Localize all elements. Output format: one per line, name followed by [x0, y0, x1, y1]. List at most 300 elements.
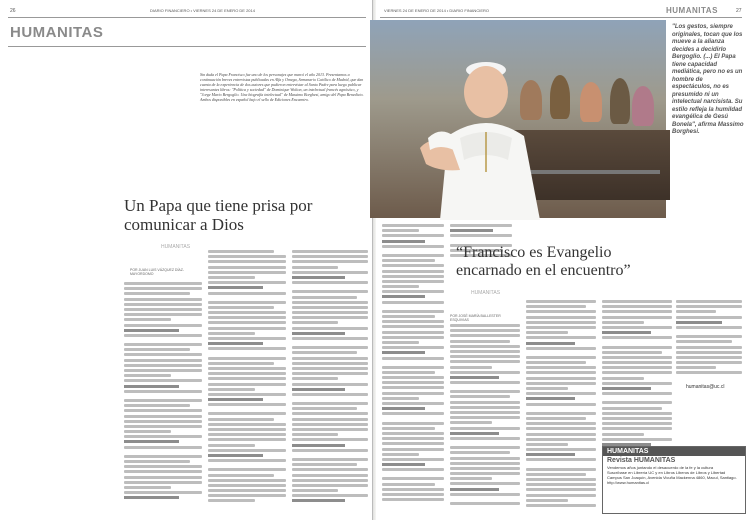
body-text-line: [124, 425, 202, 428]
body-text-line: [526, 305, 586, 308]
body-text-line: [450, 421, 492, 424]
body-text-line: [676, 335, 742, 338]
body-text-line: [602, 371, 672, 374]
body-text-line: [676, 305, 742, 308]
intro-text: Sin duda el Papa Francisco fue uno de los personajes que marcó el año 2013. Presentamos a continuación breves entrevistas publicadas en Alfa y Omega, Semanario Católico de Madrid, que dan cuenta de la experiencia de dos autores que pudieron entrevistar al Santo Padre para luego publicar interesantes libros: "Política y sociedad" de Dominique Wolton, un intelectual francés agnóstico, y "Jorge Mario Bergoglio. Una biografía intelectual" de Massimo Borghesi, amigo del Papa Benedicto. Ambos disponibles en español bajo el sello de Ediciones Encuentro.: [200, 72, 364, 102]
right-header-meta: VIERNES 24 DE ENERO DE 2014 • DIARIO FINANCIERO: [384, 8, 489, 13]
body-text-line: [292, 428, 368, 431]
body-text-line: [208, 428, 286, 431]
body-text-line: [292, 316, 368, 319]
body-text-line: [208, 423, 286, 426]
body-text-line: [208, 459, 286, 462]
body-text-line: [124, 329, 179, 332]
body-text-line: [450, 416, 520, 419]
body-text-line: [382, 357, 444, 360]
body-text-line: [382, 320, 444, 323]
body-text-line: [208, 353, 286, 357]
body-text-line: [382, 437, 444, 440]
body-text-line: [292, 311, 368, 314]
body-text-line: [292, 306, 368, 309]
body-text-line: [450, 411, 520, 414]
body-text-line: [292, 327, 368, 330]
body-text-line: [208, 292, 286, 295]
body-text-line: [450, 240, 512, 244]
left-page: [0, 0, 373, 520]
body-text-line: [208, 383, 286, 386]
body-text-line: [450, 334, 520, 337]
body-text-line: [382, 275, 444, 278]
body-text-line: [382, 336, 444, 339]
body-text-line: [292, 499, 345, 502]
body-text-line: [208, 388, 255, 391]
body-text-line: [292, 321, 338, 324]
body-text-line: [292, 484, 368, 487]
body-text-line: [450, 350, 520, 353]
body-text-line: [450, 446, 520, 449]
body-text-line: [124, 415, 202, 418]
body-text-line: [208, 342, 263, 345]
body-text-line: [450, 360, 520, 363]
body-text-line: [208, 474, 274, 477]
body-text-line: [526, 494, 596, 497]
body-text-line: [382, 442, 444, 445]
body-text-line: [124, 404, 190, 407]
body-text-line: [526, 412, 596, 415]
body-text-line: [292, 449, 368, 452]
right-magazine-mark: HUMANITAS: [470, 290, 501, 296]
body-text-line: [208, 321, 286, 324]
body-text-line: [124, 353, 202, 356]
body-text-line: [292, 337, 368, 340]
body-text-line: [208, 362, 274, 365]
body-text-line: [450, 462, 520, 465]
body-text-line: [526, 417, 586, 420]
body-text-line: [450, 406, 520, 409]
body-text-line: [208, 301, 286, 304]
body-text-line: [602, 438, 672, 441]
body-text-line: [526, 473, 586, 476]
body-text-line: [124, 334, 202, 337]
body-text-line: [292, 407, 357, 410]
body-text-line: [526, 326, 596, 329]
body-text-line: [526, 499, 568, 502]
body-text-line: [292, 377, 338, 380]
body-text-line: [382, 418, 444, 422]
body-text-line: [382, 483, 435, 486]
left-headline: Un Papa que tiene prisa por comunicar a Dios: [124, 196, 313, 234]
body-text-line: [676, 346, 742, 349]
body-text-line: [450, 502, 520, 505]
body-text-line: [526, 422, 596, 425]
body-text-line: [602, 300, 672, 303]
body-text-line: [292, 290, 368, 293]
body-text-line: [526, 336, 596, 339]
body-text-line: [208, 260, 286, 263]
body-text-line: [676, 300, 742, 303]
body-text-line: [382, 240, 425, 243]
body-text-line: [124, 298, 202, 301]
body-text-line: [450, 427, 520, 430]
body-text-line: [382, 366, 444, 369]
body-text-line: [382, 463, 425, 466]
body-text-line: [292, 346, 368, 349]
body-text-line: [450, 437, 520, 440]
body-text-line: [450, 488, 499, 491]
body-text-line: [292, 383, 368, 386]
body-text-line: [526, 310, 596, 313]
body-text-line: [292, 402, 368, 405]
body-text-line: [382, 468, 444, 471]
body-text-line: [124, 409, 202, 412]
body-text-line: [382, 290, 444, 293]
body-text-line: [450, 371, 520, 374]
body-text-line: [382, 341, 419, 344]
body-text-line: [676, 371, 742, 374]
body-text-line: [124, 313, 202, 316]
body-text-line: [124, 435, 202, 438]
body-text-line: [602, 326, 672, 329]
body-text-line: [602, 331, 651, 334]
body-text-line: [292, 301, 368, 304]
body-text-line: [382, 488, 444, 491]
body-text-line: [292, 433, 338, 436]
body-text-line: [208, 377, 286, 380]
body-text-line: [208, 468, 286, 471]
body-text-line: [382, 432, 444, 435]
body-text-line: [526, 377, 596, 380]
body-text-line: [602, 361, 672, 364]
body-text-line: [124, 308, 202, 311]
body-text-line: [526, 427, 596, 430]
body-text-line: [292, 296, 357, 299]
ad-line-2: Suscríbase en Librería UC y en Libros Liberos de Libros y Libertad: [607, 470, 726, 475]
body-text-line: [602, 336, 672, 339]
body-text-line: [208, 489, 286, 492]
body-text-line: [208, 393, 286, 396]
body-text-line: [602, 427, 672, 430]
body-text-line: [292, 250, 368, 253]
ad-subtitle: Revista HUMANITAS: [607, 457, 676, 464]
body-text-line: [124, 282, 202, 285]
body-text-line: [292, 494, 368, 497]
body-text-line: [208, 499, 255, 502]
body-text-line: [382, 427, 435, 430]
body-text-line: [382, 422, 444, 425]
body-text-line: [676, 321, 722, 324]
body-text-line: [292, 458, 368, 461]
right-body-column-5: [676, 300, 742, 380]
body-text-line: [382, 245, 444, 248]
body-text-line: [450, 493, 520, 496]
left-body-column-2: [208, 250, 286, 510]
body-text-line: [208, 449, 286, 452]
body-text-line: [124, 465, 202, 468]
body-text-line: [450, 482, 520, 485]
body-text-line: [292, 362, 368, 365]
body-text-line: [602, 407, 662, 410]
body-text-line: [526, 347, 596, 350]
pullquote: "Los gestos, siempre originales, tocan que los mueve a la alianza decides a decidirlo Bergoglio. (...) El Papa tiene capacidad mediática, pero no es un hombre de espectáculos, no es presumido ni un intelectual narcisista. Su estilo refleja la humildad evangélica de Gesú Bonela", afirma Massimo Borghesi.: [672, 24, 744, 135]
body-text-line: [450, 376, 499, 379]
body-text-line: [382, 270, 444, 273]
humanitas-ad-box: [602, 446, 746, 514]
body-text-line: [124, 390, 202, 393]
body-text-line: [382, 264, 444, 267]
body-text-line: [526, 361, 586, 364]
body-text-line: [450, 234, 512, 237]
body-text-line: [602, 377, 644, 380]
body-text-line: [602, 387, 651, 390]
body-text-line: [526, 453, 575, 456]
left-header-rule: [8, 17, 366, 18]
body-text-line: [526, 458, 596, 461]
left-page-number: 26: [10, 8, 16, 14]
body-text-line: [382, 477, 444, 480]
body-text-line: [208, 479, 286, 482]
body-text-line: [450, 366, 492, 369]
body-text-line: [526, 300, 596, 303]
body-text-line: [450, 329, 520, 332]
body-text-line: [124, 324, 202, 327]
body-text-line: [526, 371, 596, 374]
body-text-line: [208, 281, 286, 284]
body-text-line: [526, 488, 596, 491]
crowd-figure: [610, 78, 630, 124]
body-text-line: [526, 468, 596, 471]
body-text-line: [450, 395, 510, 398]
body-text-line: [526, 382, 596, 385]
body-text-line: [382, 407, 425, 410]
body-text-line: [292, 351, 357, 354]
body-text-line: [526, 316, 596, 319]
body-text-line: [208, 398, 263, 401]
body-text-line: [124, 364, 202, 367]
body-text-line: [450, 467, 520, 470]
body-text-line: [124, 420, 202, 423]
pope-figure: [400, 40, 550, 220]
body-text-line: [450, 451, 510, 454]
body-text-line: [124, 440, 179, 443]
body-text-line: [526, 478, 596, 481]
body-text-line: [382, 224, 444, 227]
body-text-line: [676, 366, 716, 369]
body-text-line: [124, 369, 202, 372]
body-text-line: [382, 315, 435, 318]
body-text-line: [382, 412, 444, 415]
body-text-line: [292, 332, 345, 335]
body-text-line: [526, 438, 596, 441]
right-byline: POR JOSÉ MARÍA BALLESTER ESQUIVIAS: [450, 314, 501, 322]
body-text-line: [208, 266, 286, 269]
body-text-line: [450, 324, 520, 327]
body-text-line: [124, 292, 190, 295]
crowd-figure: [550, 75, 570, 119]
body-text-line: [382, 346, 444, 349]
body-text-line: [676, 326, 742, 329]
body-text-line: [208, 403, 286, 406]
body-text-line: [382, 386, 444, 389]
body-text-line: [526, 387, 568, 390]
body-text-line: [450, 229, 493, 232]
body-text-line: [208, 271, 286, 274]
body-text-line: [382, 259, 435, 262]
body-text-line: [450, 381, 520, 384]
body-text-line: [450, 472, 520, 475]
body-text-line: [526, 443, 568, 446]
right-body-column-3: [526, 300, 596, 514]
body-text-line: [526, 448, 596, 451]
body-text-line: [382, 301, 444, 304]
body-text-line: [676, 356, 742, 359]
body-text-line: [208, 484, 286, 487]
body-text-line: [602, 316, 672, 319]
body-text-line: [382, 234, 444, 237]
body-text-line: [208, 250, 274, 253]
body-text-line: [292, 388, 345, 391]
body-text-line: [124, 455, 202, 458]
left-header-meta: DIARIO FINANCIERO • VIERNES 24 DE ENERO DE 2014: [150, 8, 255, 13]
body-text-line: [292, 444, 345, 447]
body-text-line: [208, 276, 255, 279]
body-text-line: [382, 351, 425, 354]
body-text-line: [208, 367, 286, 370]
body-text-line: [382, 392, 444, 395]
body-text-line: [208, 337, 286, 340]
body-text-line: [292, 474, 368, 477]
body-text-line: [382, 325, 444, 328]
body-text-line: [208, 438, 286, 441]
body-text-line: [292, 276, 345, 279]
body-text-line: [450, 477, 492, 480]
body-text-line: [382, 493, 444, 496]
body-text-line: [450, 432, 499, 435]
body-text-line: [602, 392, 672, 395]
body-text-line: [526, 331, 568, 334]
body-text-line: [292, 468, 368, 471]
body-text-line: [382, 310, 444, 313]
right-headline: “Francisco es Evangelio encarnado en el encuentro”: [456, 244, 631, 279]
body-text-line: [450, 457, 520, 460]
body-text-line: [292, 423, 368, 426]
body-text-line: [382, 229, 419, 232]
ad-link[interactable]: http://www.humanitas.cl: [607, 480, 650, 485]
body-text-line: [382, 397, 419, 400]
body-text-line: [124, 486, 171, 489]
body-text-line: [208, 316, 286, 319]
body-text-line: [382, 402, 444, 405]
body-text-line: [292, 260, 368, 263]
body-text-line: [382, 295, 425, 298]
body-text-line: [676, 310, 716, 313]
right-header-rule: [380, 17, 742, 18]
body-text-line: [526, 321, 596, 324]
ad-line-3: Campus San Joaquín, Avenida Vicuña Mackenna 4860, Macul, Santiago.: [607, 475, 737, 480]
body-text-line: [292, 463, 357, 466]
ad-line-1: Vendemos años juntando el desacuerdo de la fe y la cultura: [607, 465, 714, 470]
body-text-line: [124, 476, 202, 479]
body-text-line: [292, 266, 338, 269]
right-body-column-1: [382, 224, 444, 514]
body-text-line: [124, 496, 179, 499]
body-text-line: [292, 412, 368, 415]
body-text-line: [292, 418, 368, 421]
body-text-line: [602, 346, 672, 349]
body-text-line: [124, 399, 202, 402]
body-text-line: [602, 351, 662, 354]
body-text-line: [526, 397, 575, 400]
body-text-line: [208, 444, 255, 447]
body-text-line: [602, 433, 644, 436]
body-text-line: [124, 359, 202, 362]
body-text-line: [292, 489, 338, 492]
body-text-line: [676, 351, 742, 354]
body-text-line: [450, 355, 520, 358]
body-text-line: [602, 321, 644, 324]
left-magazine-mark: HUMANITAS: [160, 244, 191, 250]
body-text-line: [124, 430, 171, 433]
body-text-line: [208, 347, 286, 350]
crowd-figure: [580, 82, 602, 122]
left-body-column-3: [292, 250, 368, 510]
body-text-line: [208, 454, 263, 457]
body-text-line: [382, 458, 444, 461]
body-text-line: [602, 417, 672, 420]
body-text-line: [602, 356, 672, 359]
left-body-column-1: [124, 282, 202, 510]
body-text-line: [208, 255, 286, 258]
body-text-line: [208, 433, 286, 436]
left-section-brand: HUMANITAS: [10, 24, 104, 41]
body-text-line: [208, 286, 263, 289]
body-text-line: [124, 348, 190, 351]
body-text-line: [124, 470, 202, 473]
body-text-line: [450, 401, 520, 404]
body-text-line: [382, 448, 444, 451]
body-text-line: [124, 481, 202, 484]
body-text-line: [450, 224, 512, 227]
left-brand-rule: [8, 46, 366, 47]
body-text-line: [292, 479, 368, 482]
crowd-figure: [632, 86, 654, 126]
body-text-line: [382, 376, 444, 379]
pope-photo: [370, 20, 666, 218]
body-text-line: [526, 504, 596, 507]
body-text-line: [208, 494, 286, 497]
body-text-line: [602, 366, 672, 369]
body-text-line: [292, 393, 368, 396]
body-text-line: [124, 446, 202, 449]
contact-email[interactable]: humanitas@uc.cl: [686, 384, 725, 390]
right-page: [376, 0, 750, 520]
body-text-line: [676, 340, 732, 343]
body-text-line: [526, 403, 596, 406]
body-text-line: [208, 332, 255, 335]
body-text-line: [124, 385, 179, 388]
right-body-column-2: [450, 324, 520, 514]
body-text-line: [676, 316, 742, 319]
body-text-line: [602, 342, 672, 346]
body-text-line: [208, 357, 286, 360]
body-text-line: [208, 412, 286, 415]
body-text-line: [602, 310, 672, 313]
left-byline: POR JUAN LUIS VÁZQUEZ DÍAZ-MAYORDOMO: [130, 268, 185, 276]
body-text-line: [602, 401, 672, 404]
body-text-line: [382, 371, 435, 374]
body-text-line: [124, 460, 190, 463]
body-text-line: [292, 357, 368, 360]
body-text-line: [124, 303, 202, 306]
body-text-line: [602, 422, 672, 425]
